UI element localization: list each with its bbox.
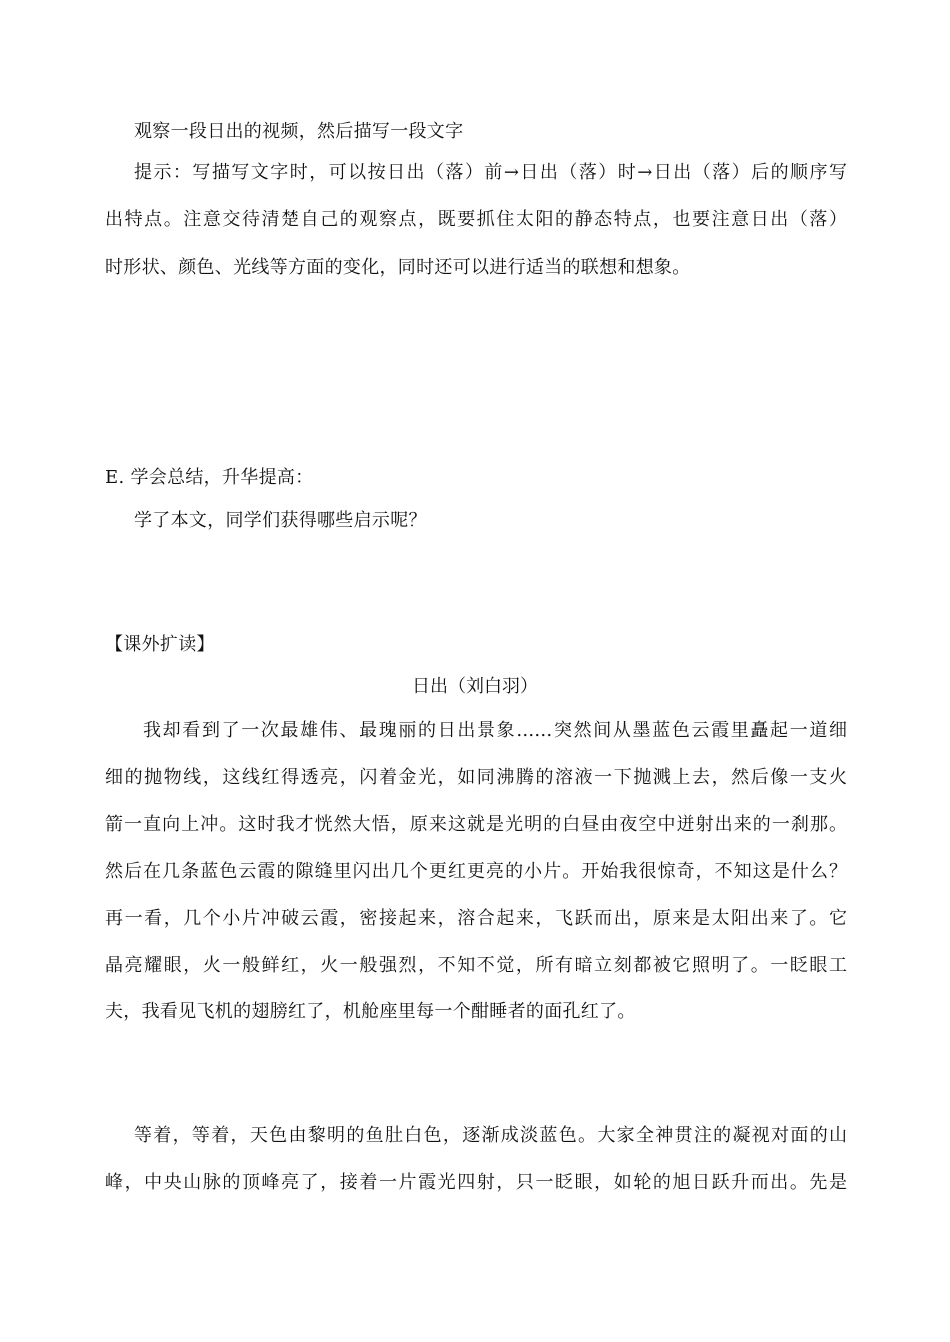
paragraph1-line-1: 我却看到了一次最雄伟、最瑰丽的日出景象……突然间从墨蓝色云霞里矗起一道细 xyxy=(143,720,847,741)
paragraph1-line-2: 细的抛物线，这线红得透亮，闪着金光，如同沸腾的溶液一下抛溅上去，然后像一支火 xyxy=(105,767,847,788)
hint-line-2: 出特点。注意交待清楚自己的观察点，既要抓住太阳的静态特点，也要注意日出（落） xyxy=(105,209,847,230)
activity-instruction: 观察一段日出的视频，然后描写一段文字 xyxy=(134,121,464,142)
hint-line-3: 时形状、颜色、光线等方面的变化，同时还可以进行适当的联想和想象。 xyxy=(105,257,691,278)
paragraph1-line-4: 然后在几条蓝色云霞的隙缝里闪出几个更红更亮的小片。开始我很惊奇，不知这是什么？ xyxy=(105,861,847,882)
paragraph1-line-5: 再一看，几个小片冲破云霞，密接起来，溶合起来，飞跃而出，原来是太阳出来了。它 xyxy=(105,908,847,929)
article-title: 日出（刘白羽） xyxy=(412,676,538,697)
section-e-heading: E. 学会总结，升华提高： xyxy=(105,467,314,488)
paragraph1-line-6: 晶亮耀眼，火一般鲜红，火一般强烈，不知不觉，所有暗立刻都被它照明了。一眨眼工 xyxy=(105,955,847,976)
extended-reading-label: 【课外扩读】 xyxy=(105,634,215,655)
paragraph2-line-1: 等着，等着，天色由黎明的鱼肚白色，逐渐成淡蓝色。大家全神贯注的凝视对面的山 xyxy=(134,1125,847,1146)
paragraph1-line-3: 箭一直向上冲。这时我才恍然大悟，原来这就是光明的白昼由夜空中迸射出来的一刹那。 xyxy=(105,814,847,835)
paragraph1-line-7: 夫，我看见飞机的翅膀红了，机舱座里每一个酣睡者的面孔红了。 xyxy=(105,1001,636,1022)
hint-line-1: 提示：写描写文字时，可以按日出（落）前→日出（落）时→日出（落）后的顺序写 xyxy=(134,162,847,183)
section-e-question: 学了本文，同学们获得哪些启示呢？ xyxy=(134,510,427,531)
paragraph2-line-2: 峰，中央山脉的顶峰亮了，接着一片霞光四射，只一眨眼，如轮的旭日跃升而出。先是 xyxy=(105,1172,847,1193)
